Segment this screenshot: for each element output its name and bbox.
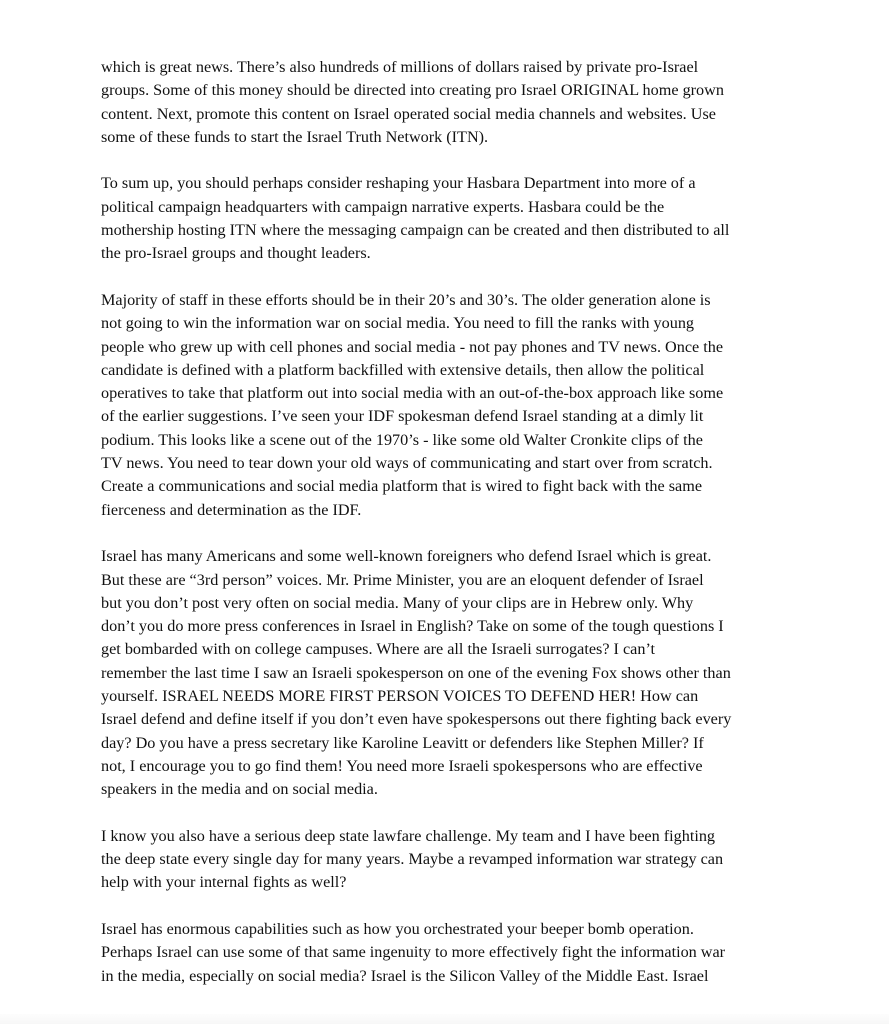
paragraph-capabilities [101, 918, 791, 988]
text-line: To sum up, you should perhaps consider reshaping your Hasbara Department into more of a [101, 174, 696, 193]
text-line: Create a communications and social media platform that is wired to fight back with the same [101, 477, 703, 496]
text-line: yourself. ISRAEL NEEDS MORE FIRST PERSON VOICES TO DEFEND HER! How can [101, 687, 699, 706]
text-line: day? Do you have a press secretary like Karoline Leavitt or defenders like Stephen Miller? If [101, 733, 704, 752]
text-line: fierceness and determination as the IDF. [101, 500, 362, 519]
text-line: operatives to take that platform out into social media with an out-of-the-box approach like some [101, 384, 724, 403]
text-line: of the earlier suggestions. I’ve seen your IDF spokesman defend Israel standing at a dimly lit [101, 407, 704, 426]
paragraph-summary [101, 172, 791, 265]
text-line: groups. Some of this money should be directed into creating pro Israel ORIGINAL home grown [101, 81, 724, 100]
text-line: TV news. You need to tear down your old ways of communicating and start over from scratch. [101, 454, 713, 473]
text-line: Majority of staff in these efforts should be in their 20’s and 30’s. The older generation alone is [101, 290, 711, 309]
text-line: candidate is defined with a platform backfilled with extensive details, then allow the political [101, 360, 705, 379]
text-line: mothership hosting ITN where the messaging campaign can be created and then distributed to all [101, 221, 730, 240]
text-line: help with your internal fights as well? [101, 873, 347, 892]
text-line: I know you also have a serious deep state lawfare challenge. My team and I have been fighting [101, 826, 716, 845]
text-line: podium. This looks like a scene out of the 1970’s - like some old Walter Cronkite clips of the [101, 430, 703, 449]
text-line: political campaign headquarters with campaign narrative experts. Hasbara could be the [101, 197, 665, 216]
text-line: not, I encourage you to go find them! You need more Israeli spokespersons who are effective [101, 756, 703, 775]
text-line: But these are “3rd person” voices. Mr. Prime Minister, you are an eloquent defender of Israel [101, 570, 704, 589]
text-line: Israel has enormous capabilities such as how you orchestrated your beeper bomb operation. [101, 919, 694, 938]
text-line: people who grew up with cell phones and social media - not pay phones and TV news. Once the [101, 337, 724, 356]
text-line: don’t you do more press conferences in Israel in English? Take on some of the tough questions I [101, 617, 724, 636]
text-line: Israel has many Americans and some well-known foreigners who defend Israel which is great. [101, 547, 712, 566]
paragraph-staffing [101, 289, 791, 522]
document-body [101, 56, 791, 1011]
text-line: which is great news. There’s also hundreds of millions of dollars raised by private pro-Israel [101, 58, 699, 76]
paragraph-funding [101, 56, 791, 149]
page-separator [0, 1014, 889, 1024]
paragraph-voices [101, 545, 791, 801]
text-line: the pro-Israel groups and thought leaders. [101, 244, 371, 263]
text-line: but you don’t post very often on social media. Many of your clips are in Hebrew only. Why [101, 593, 694, 612]
text-line: speakers in the media and on social media. [101, 780, 378, 799]
text-line: some of these funds to start the Israel Truth Network (ITN). [101, 127, 489, 146]
text-line: Israel defend and define itself if you don’t even have spokespersons out there fighting back every [101, 710, 732, 729]
text-line: the deep state every single day for many years. Maybe a revamped information war strategy can [101, 850, 724, 869]
paragraph-deep-state [101, 825, 791, 895]
text-line: not going to win the information war on social media. You need to fill the ranks with young [101, 314, 695, 333]
text-line: Perhaps Israel can use some of that same ingenuity to more effectively fight the information war [101, 943, 726, 962]
text-line: in the media, especially on social media? Israel is the Silicon Valley of the Middle East. Israel [101, 966, 709, 985]
text-line: get bombarded with on college campuses. Where are all the Israeli surrogates? I can’t [101, 640, 656, 659]
text-line: content. Next, promote this content on Israel operated social media channels and websites. Use [101, 104, 716, 123]
text-line: remember the last time I saw an Israeli spokesperson on one of the evening Fox shows other than [101, 663, 731, 682]
